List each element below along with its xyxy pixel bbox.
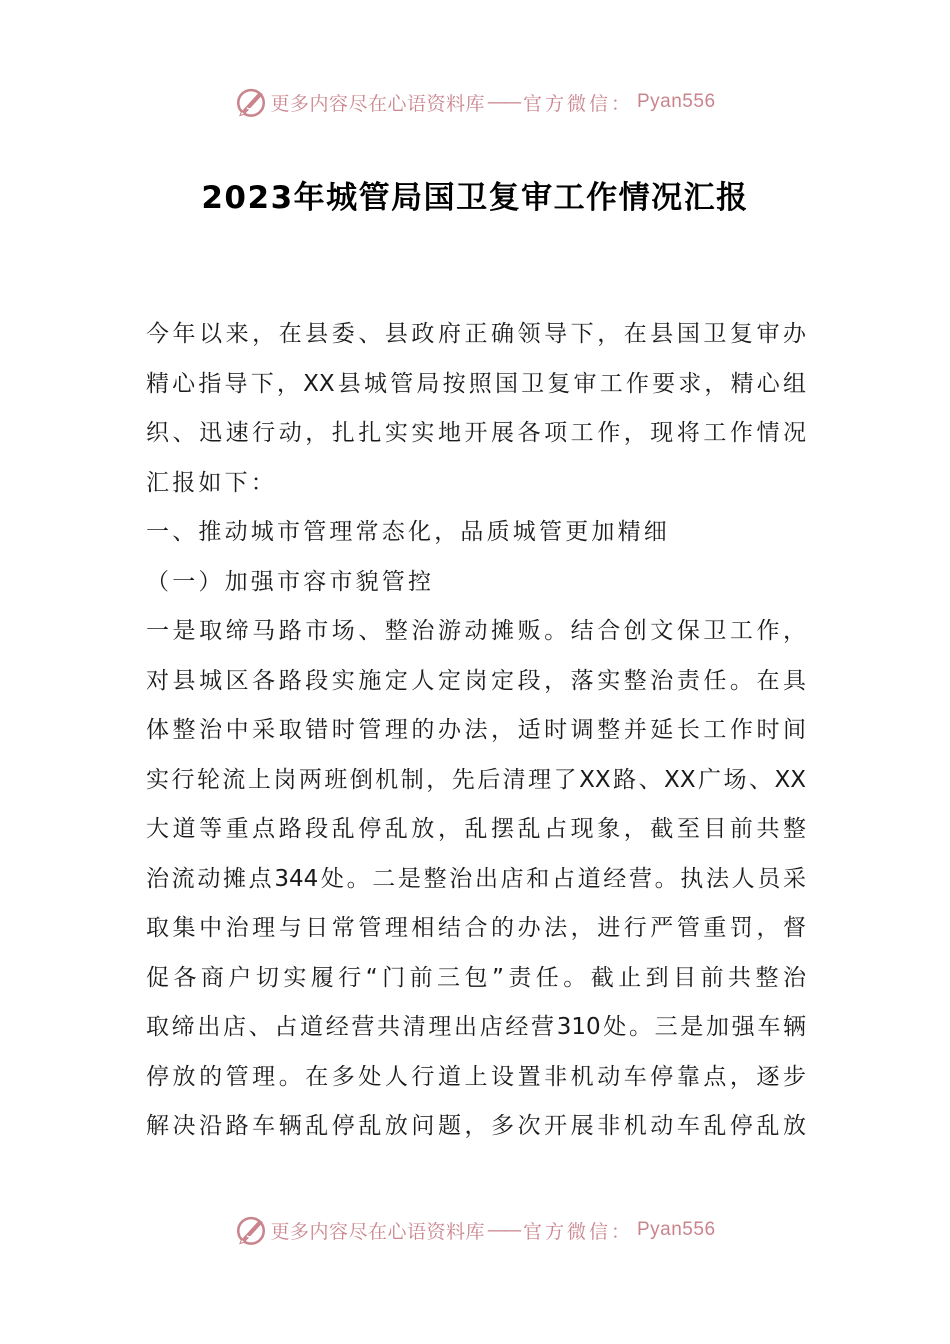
body-line: 对县城区各路段实施定人定岗定段，落实整治责任。在具 [146, 667, 806, 694]
body-line: 今年以来，在县委、县政府正确领导下，在县国卫复审办 [146, 321, 806, 347]
watermark-wechat-id: Pyan556 [637, 1219, 716, 1240]
body-line: 停放的管理。在多处人行道上设置非机动车停靠点，逐步 [146, 1063, 806, 1090]
body-line: 汇报如下： [146, 469, 277, 496]
watermark-text: 更多内容尽在心语资料库 [270, 92, 485, 115]
watermark-wechat-label: 官方微信： [522, 92, 633, 115]
watermark-dash: —— [486, 91, 519, 113]
body-line: 大道等重点路段乱停乱放，乱摆乱占现象，截至目前共整 [146, 816, 806, 842]
watermark-banner-bottom [0, 1210, 950, 1250]
document-body [146, 310, 806, 1152]
pen-logo-icon [234, 85, 268, 119]
document-title: 2023年城管局国卫复审工作情况汇报 [201, 180, 749, 216]
pen-logo-icon [234, 1213, 268, 1247]
watermark-wechat-id: Pyan556 [637, 91, 716, 112]
body-line: 解决沿路车辆乱停乱放问题，多次开展非机动车乱停乱放 [146, 1113, 806, 1139]
body-line: 治流动摊点344处。二是整治出店和占道经营。执法人员采 [146, 865, 806, 892]
body-line: 取缔出店、占道经营共清理出店经营310处。三是加强车辆 [146, 1014, 806, 1040]
body-line: 织、迅速行动，扎扎实实地开展各项工作，现将工作情况 [146, 420, 806, 446]
watermark-wechat-label: 官方微信： [522, 1220, 633, 1243]
subsection-heading: （一）加强市容市貌管控 [146, 568, 435, 595]
body-line: 取集中治理与日常管理相结合的办法，进行严管重罚，督 [146, 915, 806, 941]
body-line: 体整治中采取错时管理的办法，适时调整并延长工作时间 [146, 717, 806, 743]
body-line: 实行轮流上岗两班倒机制，先后清理了XX路、XX广场、XX [146, 766, 806, 793]
body-line: 精心指导下，XX县城管局按照国卫复审工作要求，精心组 [146, 370, 806, 397]
body-line: 一是取缔马路市场、整治游动摊贩。结合创文保卫工作， [146, 618, 806, 644]
watermark-banner-top [0, 82, 950, 122]
watermark-text: 更多内容尽在心语资料库 [270, 1220, 485, 1243]
body-line: 促各商户切实履行“门前三包”责任。截止到目前共整治 [146, 964, 806, 991]
watermark-dash: —— [486, 1219, 519, 1241]
section-heading: 一、推动城市管理常态化，品质城管更加精细 [146, 519, 670, 545]
